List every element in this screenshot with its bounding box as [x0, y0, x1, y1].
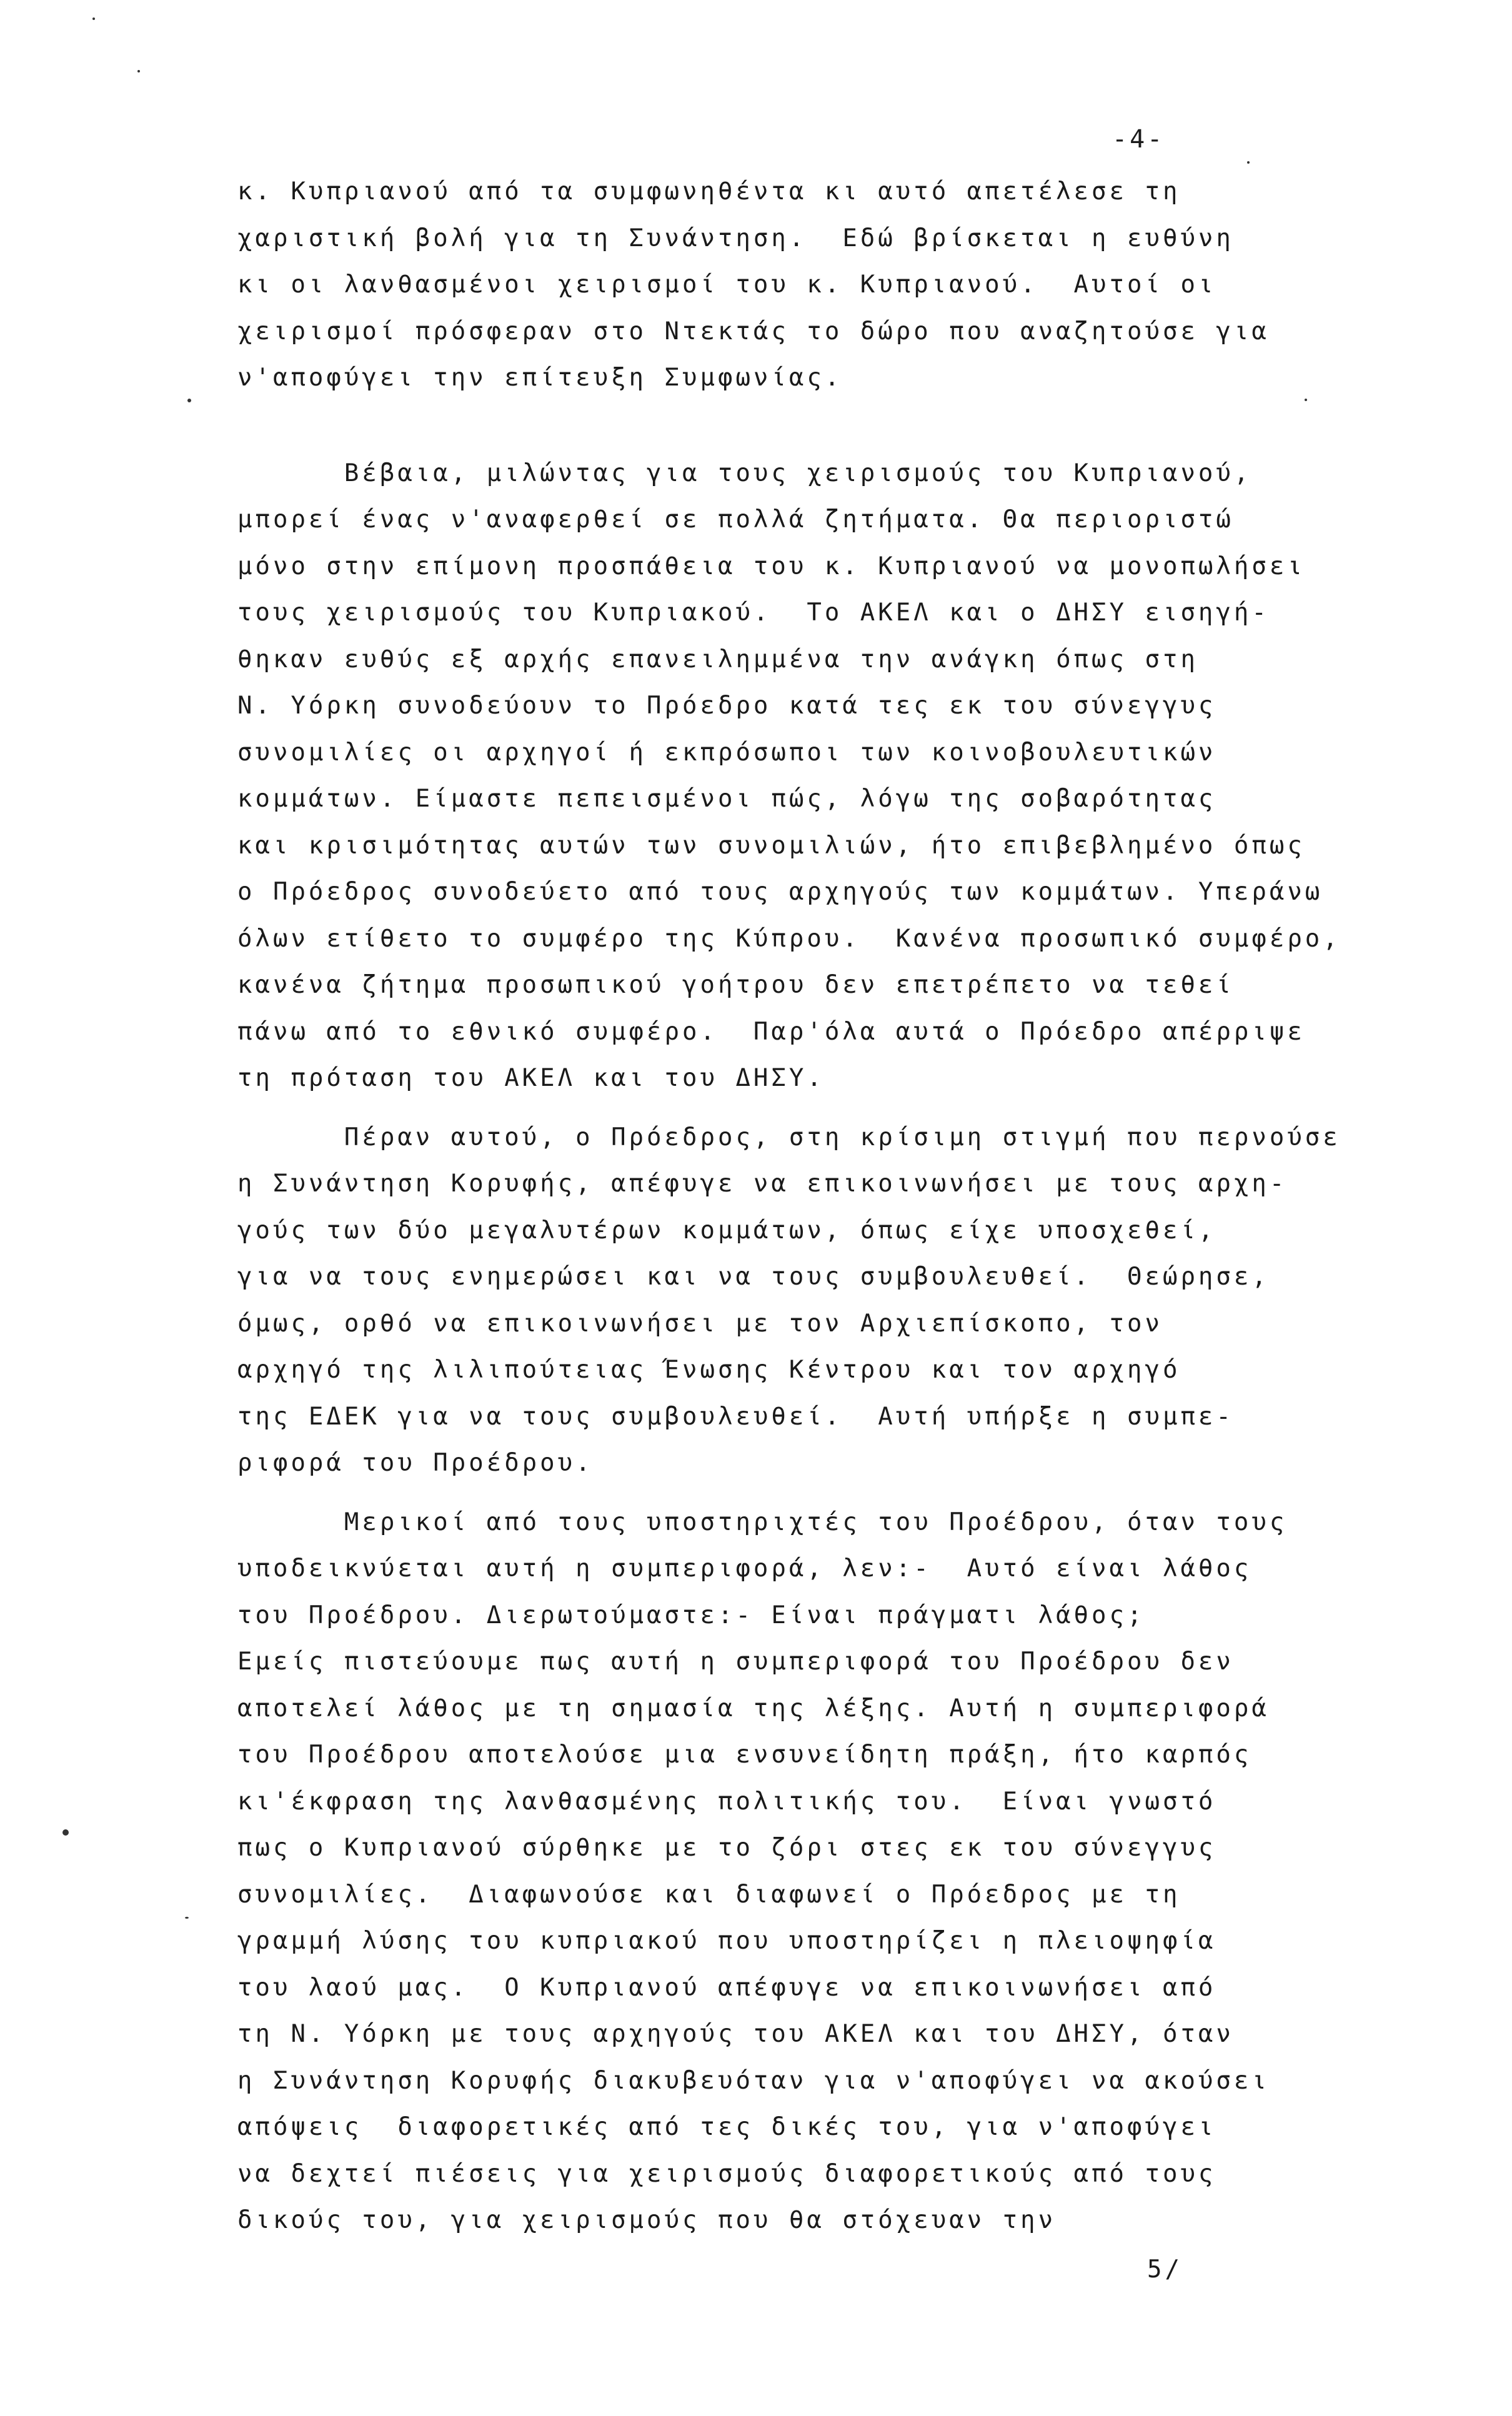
- text-line: του Προέδρου αποτελούσε μια ενσυνείδητη πράξη, ήτο καρπός: [237, 1741, 1252, 1769]
- paragraph-1: [237, 169, 1437, 402]
- text-line: όμως, ορθό να επικοινωνήσει με τον Αρχιεπίσκοπο, τον: [237, 1309, 1163, 1338]
- text-line: ο Πρόεδρος συνοδεύετο από τους αρχηγούς των κομμάτων. Υπεράνω: [237, 878, 1323, 906]
- text-line: η Συνάντηση Κορυφής, απέφυγε να επικοινωνήσει με τους αρχη-: [237, 1170, 1288, 1198]
- text-line: για να τους ενημερώσει και να τους συμβουλευθεί. Θεώρησε,: [237, 1263, 1270, 1291]
- text-line: κι οι λανθασμένοι χειρισμοί του κ. Κυπριανού. Αυτοί οι: [237, 271, 1216, 299]
- text-line: πάνω από το εθνικό συμφέρο. Παρ'όλα αυτά ο Πρόεδρο απέρριψε: [237, 1017, 1305, 1046]
- text-line: απόψεις διαφορετικές από τες δικές του, για ν'αποφύγει: [237, 2113, 1216, 2141]
- text-line: πως ο Κυπριανού σύρθηκε με το ζόρι στες εκ του σύνεγγυς: [237, 1834, 1216, 1862]
- text-line: τη Ν. Υόρκη με τους αρχηγούς του ΑΚΕΛ και του ΔΗΣΥ, όταν: [237, 2020, 1234, 2048]
- text-line: ν'αποφύγει την επίτευξη Συμφωνίας.: [237, 364, 843, 392]
- text-line: Εμείς πιστεύουμε πως αυτή η συμπεριφορά του Προέδρου δεν: [237, 1648, 1234, 1676]
- text-line: κομμάτων. Είμαστε πεπεισμένοι πώς, λόγω της σοβαρότητας: [237, 785, 1216, 813]
- text-line: μπορεί ένας ν'αναφερθεί σε πολλά ζητήματα. Θα περιοριστώ: [237, 505, 1234, 534]
- document-body: [237, 169, 1437, 2244]
- text-line: χειρισμοί πρόσφεραν στο Ντεκτάς το δώρο που αναζητούσε για: [237, 317, 1270, 345]
- text-line: γραμμή λύσης του κυπριακού που υποστηρίζει η πλειοψηφία: [237, 1927, 1216, 1955]
- text-line: κανένα ζήτημα προσωπικού γοήτρου δεν επετρέπετο να τεθεί: [237, 971, 1234, 999]
- text-line: συνομιλίες οι αρχηγοί ή εκπρόσωποι των κοινοβουλευτικών: [237, 738, 1216, 767]
- scan-speck: [187, 399, 191, 402]
- text-line: γούς των δύο μεγαλυτέρων κομμάτων, όπως είχε υποσχεθεί,: [237, 1216, 1216, 1245]
- text-line: κι'έκφραση της λανθασμένης πολιτικής του. Είναι γνωστό: [237, 1787, 1216, 1816]
- text-line: δικούς του, για χειρισμούς που θα στόχευαν την: [237, 2206, 1057, 2234]
- text-line: τη πρόταση του ΑΚΕΛ και του ΔΗΣΥ.: [237, 1064, 825, 1092]
- text-line: να δεχτεί πιέσεις για χειρισμούς διαφορετικούς από τους: [237, 2159, 1216, 2188]
- text-line: αρχηγό της λιλιπούτειας Ένωσης Κέντρου και τον αρχηγό: [237, 1356, 1181, 1384]
- paragraph-3: [237, 1115, 1437, 1487]
- text-line: ριφορά του Προέδρου.: [237, 1449, 594, 1477]
- paragraph-spacer: [237, 402, 1437, 450]
- text-line: του λαού μας. Ο Κυπριανού απέφυγε να επικοινωνήσει από: [237, 1973, 1216, 2002]
- scan-speck: [137, 70, 140, 72]
- scan-speck: [92, 17, 95, 20]
- text-line: μόνο στην επίμονη προσπάθεια του κ. Κυπριανού να μονοπωλήσει: [237, 552, 1305, 580]
- text-line: η Συνάντηση Κορυφής διακυβευόταν για ν'αποφύγει να ακούσει: [237, 2066, 1270, 2095]
- text-line: συνομιλίες. Διαφωνούσε και διαφωνεί ο Πρόεδρος με τη: [237, 1880, 1181, 1909]
- text-line: της ΕΔΕΚ για να τους συμβουλευθεί. Αυτή υπήρξε η συμπε-: [237, 1402, 1234, 1431]
- text-line: τους χειρισμούς του Κυπριακού. Το ΑΚΕΛ και ο ΔΗΣΥ εισηγή-: [237, 599, 1270, 627]
- text-line: του Προέδρου. Διερωτούμαστε:- Είναι πράγματι λάθος;: [237, 1601, 1145, 1629]
- text-line: αποτελεί λάθος με τη σημασία της λέξης. Αυτή η συμπεριφορά: [237, 1694, 1270, 1723]
- paragraph-spacer: [237, 1487, 1437, 1499]
- text-line: Βέβαια, μιλώντας για τους χειρισμούς του Κυπριανού,: [237, 459, 1252, 487]
- text-line: υποδεικνύεται αυτή η συμπεριφορά, λεν:- Αυτό είναι λάθος: [237, 1554, 1252, 1583]
- paragraph-2: [237, 450, 1437, 1102]
- paragraph-spacer: [237, 1102, 1437, 1115]
- scan-speck: [185, 1917, 189, 1919]
- text-line: όλων ετίθετο το συμφέρο της Κύπρου. Κανένα προσωπικό συμφέρο,: [237, 924, 1341, 953]
- text-line: και κρισιμότητας αυτών των συνομιλιών, ήτο επιβεβλημένο όπως: [237, 831, 1305, 860]
- scan-speck: [62, 1829, 69, 1836]
- page-number: -4-: [1112, 125, 1165, 154]
- paragraph-4: [237, 1499, 1437, 2244]
- scan-speck: [1247, 161, 1250, 164]
- scan-speck: [1305, 399, 1307, 401]
- text-line: χαριστική βολή για τη Συνάντηση. Εδώ βρίσκεται η ευθύνη: [237, 224, 1234, 252]
- text-line: Ν. Υόρκη συνοδεύουν το Πρόεδρο κατά τες εκ του σύνεγγυς: [237, 692, 1216, 720]
- text-line: Μερικοί από τους υποστηριχτές του Προέδρου, όταν τους: [237, 1508, 1288, 1536]
- continuation-marker: 5/: [1147, 2255, 1183, 2284]
- text-line: θηκαν ευθύς εξ αρχής επανειλημμένα την ανάγκη όπως στη: [237, 645, 1198, 674]
- text-line: κ. Κυπριανού από τα συμφωνηθέντα κι αυτό απετέλεσε τη: [237, 177, 1181, 206]
- text-line: Πέραν αυτού, ο Πρόεδρος, στη κρίσιμη στιγμή που περνούσε: [237, 1123, 1341, 1151]
